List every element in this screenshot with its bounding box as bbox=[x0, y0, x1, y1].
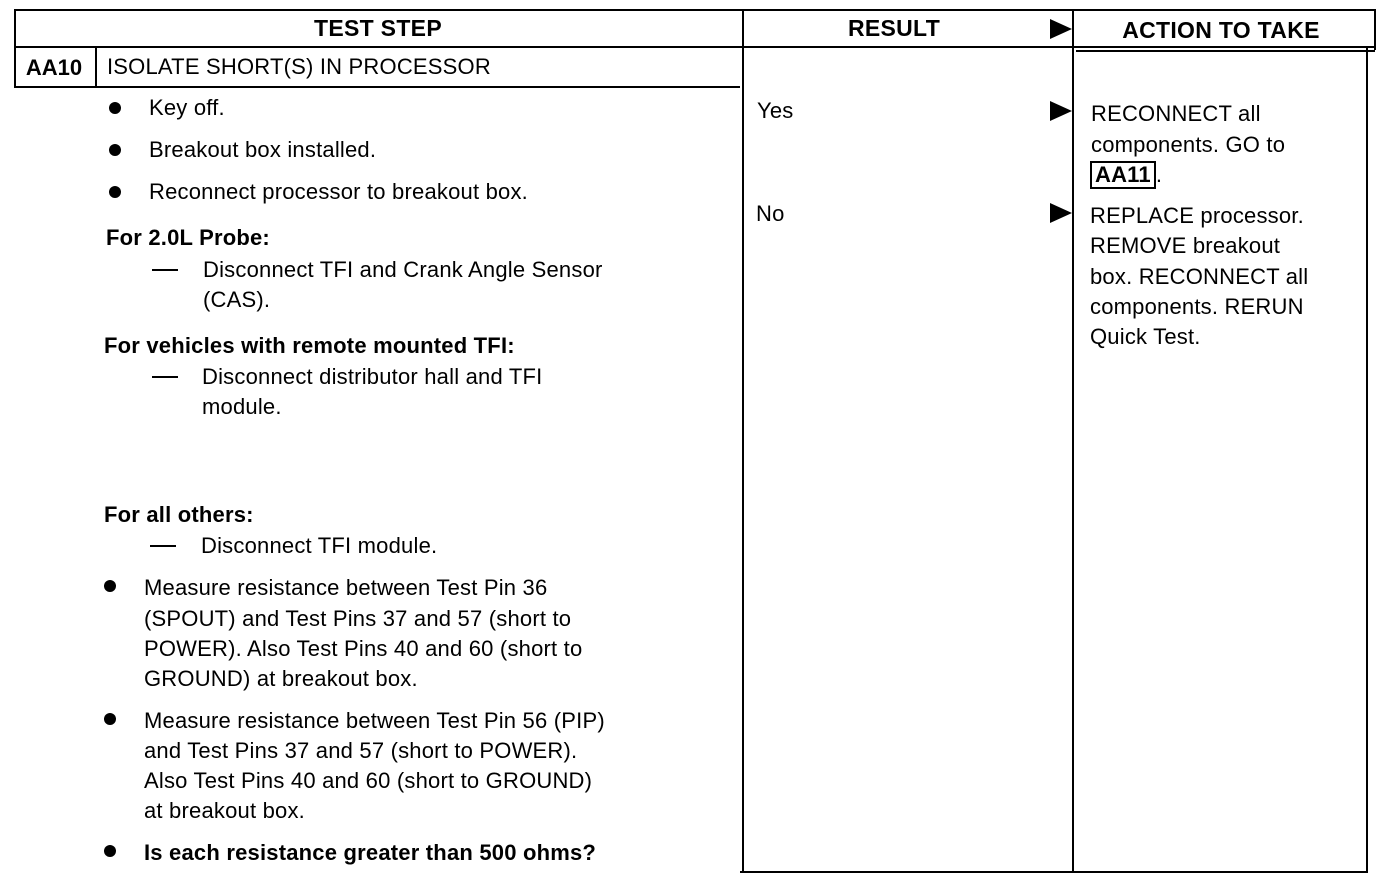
dash-icon bbox=[152, 269, 178, 271]
measure-1-line-2: (SPOUT) and Test Pins 37 and 57 (short to bbox=[144, 606, 572, 631]
step-ref-aa11[interactable]: AA11 bbox=[1090, 161, 1156, 189]
result-yes-arrow-icon bbox=[1050, 101, 1072, 121]
probe-item-line-1: Disconnect TFI and Crank Angle Sensor bbox=[203, 257, 603, 282]
bullet-icon bbox=[104, 580, 116, 592]
table-right-border bbox=[1366, 46, 1368, 873]
question: Is each resistance greater than 500 ohms? bbox=[144, 840, 597, 865]
action-no-line-1: REPLACE processor. bbox=[1090, 203, 1304, 228]
measure-1-line-3: POWER). Also Test Pins 40 and 60 (short to bbox=[144, 636, 583, 661]
instruction-reconnect-processor: Reconnect processor to breakout box. bbox=[149, 179, 528, 204]
header-result: RESULT bbox=[847, 14, 941, 41]
dash-icon bbox=[150, 545, 176, 547]
action-yes-ref-line bbox=[1090, 160, 1162, 190]
remote-item-line-2: module. bbox=[202, 394, 282, 419]
measure-2-line-2: and Test Pins 37 and 57 (short to POWER). bbox=[144, 738, 578, 763]
remote-item-line-1: Disconnect distributor hall and TFI bbox=[202, 364, 543, 389]
action-no-line-3: box. RECONNECT all bbox=[1090, 264, 1309, 289]
probe-heading: For 2.0L Probe: bbox=[106, 225, 270, 250]
others-item: Disconnect TFI module. bbox=[201, 533, 438, 558]
action-yes-line-2: components. GO to bbox=[1091, 132, 1286, 157]
instruction-key-off: Key off. bbox=[149, 95, 225, 120]
header-bottom-border bbox=[14, 46, 1375, 48]
measure-1-line-4: GROUND) at breakout box. bbox=[144, 666, 418, 691]
dash-icon bbox=[152, 376, 178, 378]
table-top-border bbox=[14, 9, 1375, 11]
step-id: AA10 bbox=[25, 55, 83, 80]
bullet-icon bbox=[109, 186, 121, 198]
measure-1-line-1: Measure resistance between Test Pin 36 bbox=[144, 575, 548, 600]
action-yes-suffix: . bbox=[1155, 162, 1163, 187]
table-right-border-top bbox=[1374, 9, 1376, 50]
instruction-breakout-installed: Breakout box installed. bbox=[149, 137, 377, 162]
remote-heading: For vehicles with remote mounted TFI: bbox=[104, 333, 515, 358]
action-no-line-4: components. RERUN bbox=[1090, 294, 1304, 319]
header-test-step: TEST STEP bbox=[314, 14, 442, 41]
action-header-bottom-border bbox=[1076, 50, 1375, 52]
result-no-arrow-icon bbox=[1050, 203, 1072, 223]
measure-2-line-3: Also Test Pins 40 and 60 (short to GROUND) bbox=[144, 768, 593, 793]
step-title: ISOLATE SHORT(S) IN PROCESSOR bbox=[107, 54, 491, 79]
result-yes: Yes bbox=[757, 98, 794, 123]
bullet-icon bbox=[109, 102, 121, 114]
action-yes-line-1: RECONNECT all bbox=[1091, 101, 1261, 126]
header-arrow-icon bbox=[1050, 19, 1072, 39]
probe-item-line-2: (CAS). bbox=[203, 287, 271, 312]
header-action: ACTION TO TAKE bbox=[1122, 16, 1320, 43]
action-no-line-5: Quick Test. bbox=[1090, 324, 1201, 349]
bullet-icon bbox=[104, 845, 116, 857]
step-id-divider bbox=[95, 46, 97, 87]
measure-2-line-1: Measure resistance between Test Pin 56 (PIP) bbox=[144, 708, 605, 733]
table-bottom-border bbox=[740, 871, 1367, 873]
action-no-line-2: REMOVE breakout bbox=[1090, 233, 1281, 258]
bullet-icon bbox=[104, 713, 116, 725]
bullet-icon bbox=[109, 144, 121, 156]
result-no: No bbox=[756, 201, 785, 226]
teststep-result-divider bbox=[742, 9, 744, 873]
measure-2-line-4: at breakout box. bbox=[144, 798, 305, 823]
result-action-divider bbox=[1072, 9, 1074, 873]
others-heading: For all others: bbox=[104, 502, 254, 527]
step-title-bottom-border bbox=[14, 86, 740, 88]
